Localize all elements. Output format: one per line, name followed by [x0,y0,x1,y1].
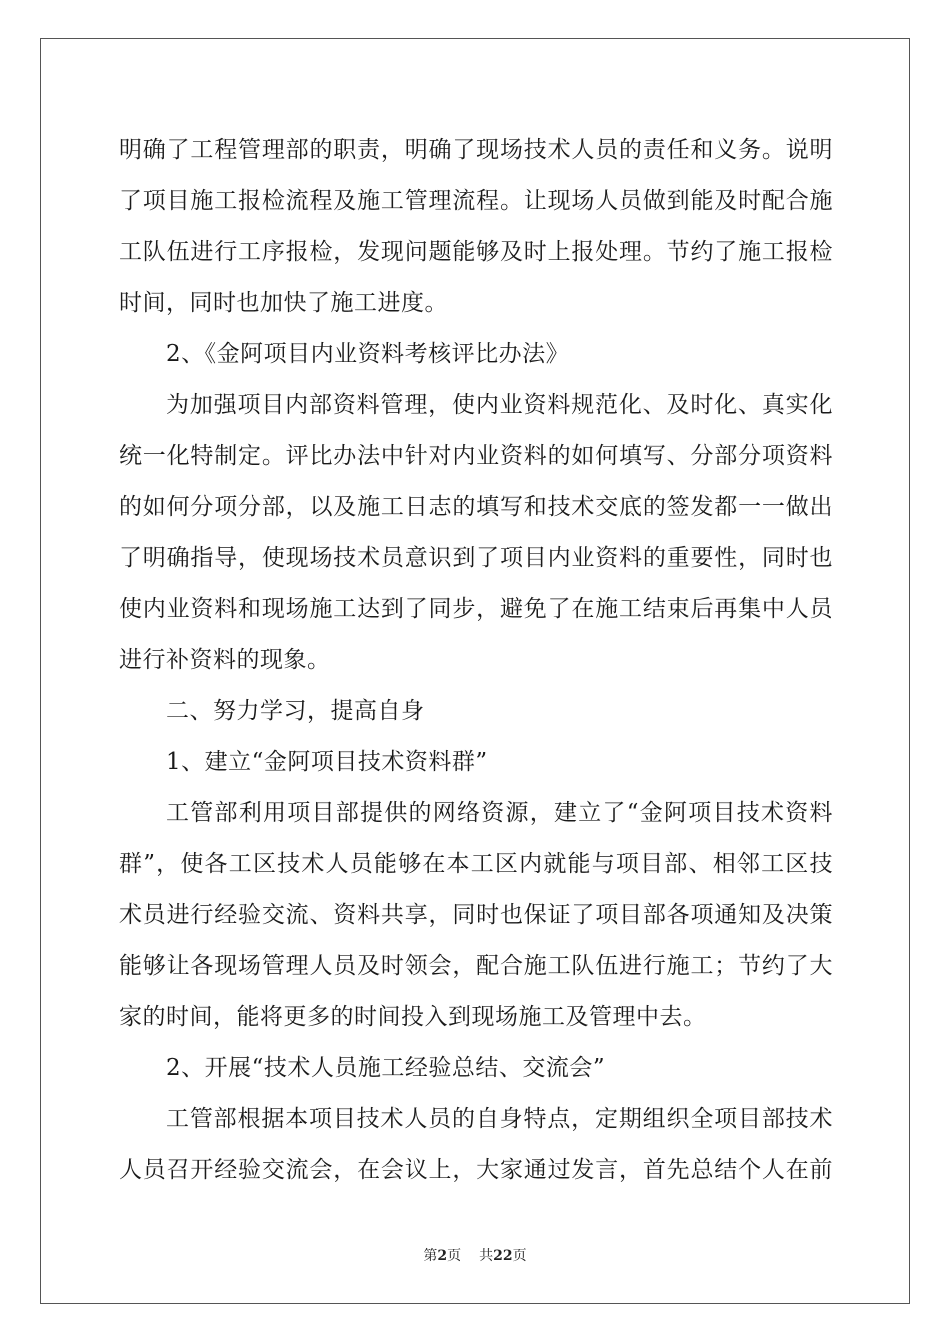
footer-total-prefix: 共 [479,1248,494,1264]
footer-page-suffix: 页 [447,1248,462,1264]
text-line: 群”，使各工区技术人员能够在本工区内就能与项目部、相邻工区技 [119,851,833,877]
page-footer [0,1246,950,1266]
text-line: 使内业资料和现场施工达到了同步，避免了在施工结束后再集中人员 [119,596,833,622]
text-line: 能够让各现场管理人员及时领会，配合施工队伍进行施工；节约了大 [119,953,833,979]
current-page-number: 2 [437,1248,448,1264]
footer-total-suffix: 页 [512,1248,527,1264]
text-line: 明确了工程管理部的职责，明确了现场技术人员的责任和义务。说明 [119,137,833,163]
text-line: 人员召开经验交流会，在会议上，大家通过发言，首先总结个人在前 [119,1157,833,1183]
text-line: 了明确指导，使现场技术员意识到了项目内业资料的重要性，同时也 [119,545,833,571]
text-line: 统一化特制定。评比办法中针对内业资料的如何填写、分部分项资料 [119,443,833,469]
footer-page-prefix: 第 [423,1248,438,1264]
text-line: 工管部利用项目部提供的网络资源，建立了“金阿项目技术资料 [166,800,833,826]
section-heading: 2、《金阿项目内业资料考核评比办法》 [166,341,570,367]
text-line: 为加强项目内部资料管理，使内业资料规范化、及时化、真实化 [166,392,833,418]
text-line: 了项目施工报检流程及施工管理流程。让现场人员做到能及时配合施 [119,188,833,214]
text-line: 家的时间，能将更多的时间投入到现场施工及管理中去。 [119,1004,707,1030]
text-line: 工管部根据本项目技术人员的自身特点，定期组织全项目部技术 [166,1106,833,1132]
text-line: 工队伍进行工序报检，发现问题能够及时上报处理。节约了施工报检 [119,239,833,265]
section-heading: 2、开展“技术人员施工经验总结、交流会” [166,1055,606,1081]
text-line: 术员进行经验交流、资料共享，同时也保证了项目部各项通知及决策 [119,902,833,928]
section-heading: 二、努力学习，提高自身 [166,698,425,724]
text-line: 时间，同时也加快了施工进度。 [119,290,448,316]
text-line: 的如何分项分部，以及施工日志的填写和技术交底的签发都一一做出 [119,494,833,520]
section-heading: 1、建立“金阿项目技术资料群” [166,749,488,775]
text-line: 进行补资料的现象。 [119,647,331,673]
total-page-count: 22 [493,1248,513,1264]
